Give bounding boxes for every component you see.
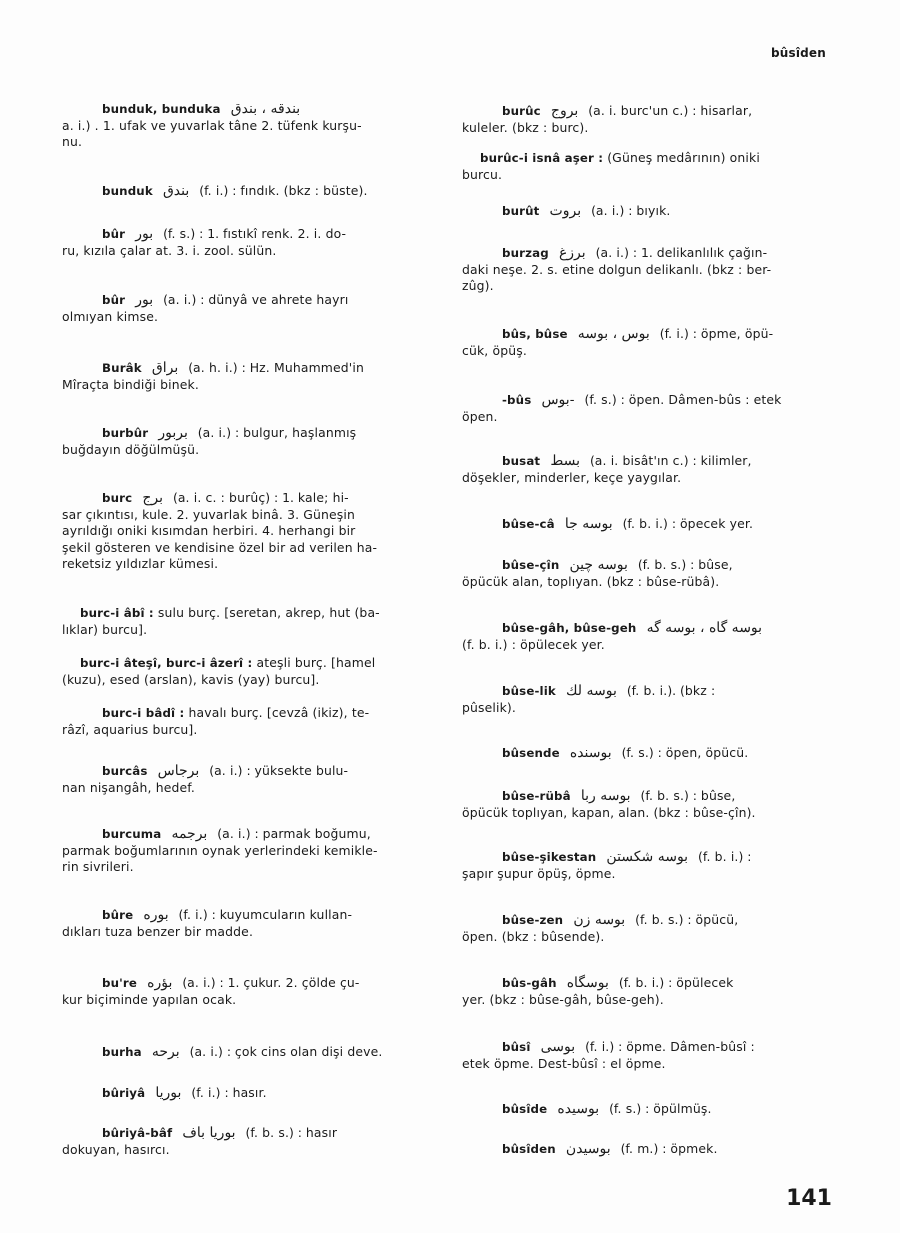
dictionary-entry xyxy=(62,763,440,796)
dictionary-entry xyxy=(62,1044,440,1061)
dictionary-entry xyxy=(62,360,440,393)
definition-continuation: (kuzu), esed (arslan), kavis (yay) burcu]. xyxy=(62,671,320,687)
arabic-script: بوس ، بوسه xyxy=(577,326,650,342)
definition: (a. i. c. : burûç) : 1. kale; hi- xyxy=(172,490,349,505)
entry-first-line xyxy=(62,183,440,200)
dictionary-entry xyxy=(62,226,440,259)
dictionary-entry xyxy=(462,620,842,653)
definition-continuation: öpen. xyxy=(462,408,498,424)
headword: burc xyxy=(102,491,133,505)
dictionary-entry xyxy=(62,655,440,688)
dictionary-entry xyxy=(462,1039,842,1072)
arabic-script: بروت xyxy=(549,203,582,219)
entry-first-line xyxy=(62,907,440,924)
dictionary-entry xyxy=(62,490,440,573)
definition-continuation: öpücük alan, toplıyan. (bkz : bûse-rübâ). xyxy=(462,573,720,589)
definition: (f. i.) : kuyumcuların kullan- xyxy=(178,907,353,922)
definition-continuation: ru, kızıla çalar at. 3. i. zool. sülün. xyxy=(62,242,277,258)
entry-first-line xyxy=(462,1141,842,1158)
headword: bunduk xyxy=(102,184,153,198)
dictionary-entry xyxy=(62,292,440,325)
headword: bûre xyxy=(102,908,134,922)
dictionary-entry xyxy=(462,453,842,486)
dictionary-entry xyxy=(462,203,842,220)
dictionary-entry xyxy=(462,245,842,295)
definition: (a. i.) : bulgur, haşlanmış xyxy=(197,425,357,440)
entry-first-line xyxy=(462,557,842,574)
arabic-script: بسط xyxy=(550,453,580,469)
arabic-script: بوسيده xyxy=(557,1101,600,1117)
definition: (f. b. s.) : hasır xyxy=(245,1125,338,1140)
definition-continuation: Mîraçta bindiği binek. xyxy=(62,376,199,392)
definition-continuation: yer. (bkz : bûse-gâh, bûse-geh). xyxy=(462,991,664,1007)
entry-first-line xyxy=(462,516,842,533)
headword: burûc xyxy=(502,104,541,118)
arabic-script: بوسه زن xyxy=(573,912,626,928)
arabic-script: بروج xyxy=(550,103,579,119)
headword: burc-i âteşî, burc-i âzerî : xyxy=(80,656,253,670)
definition-continuation: parmak boğumlarının oynak yerlerindeki kemikle- rin sivrileri. xyxy=(62,842,378,874)
entry-first-line xyxy=(62,705,440,722)
definition: (f. s.) : öpülmüş. xyxy=(609,1101,712,1116)
definition: (f. b. i.) : xyxy=(698,849,752,864)
dictionary-entry xyxy=(462,849,842,882)
headword: bûsende xyxy=(502,746,560,760)
headword: burc-i bâdî : xyxy=(102,706,185,720)
arabic-script: بوسه جا xyxy=(564,516,613,532)
definition: (f. s.) : öpen, öpücü. xyxy=(621,745,749,760)
headword: bûse-şikestan xyxy=(502,850,597,864)
entry-first-line xyxy=(462,392,842,409)
headword: Burâk xyxy=(102,361,142,375)
arabic-script: بندقه ، بندق xyxy=(230,101,301,117)
definition: ateşli burç. [hamel xyxy=(256,655,376,670)
entry-first-line xyxy=(462,1101,842,1118)
headword: bûriyâ-bâf xyxy=(102,1126,173,1140)
entry-first-line xyxy=(462,620,842,637)
headword: burzag xyxy=(502,246,549,260)
entry-first-line xyxy=(62,101,440,118)
entry-first-line xyxy=(462,245,842,262)
headword: burha xyxy=(102,1045,142,1059)
dictionary-entry xyxy=(62,826,440,876)
definition-continuation: râzî, aquarius burcu]. xyxy=(62,721,198,737)
dictionary-entry xyxy=(462,150,842,183)
definition-continuation: dokuyan, hasırcı. xyxy=(62,1141,170,1157)
definition: (Güneş medârının) oniki xyxy=(607,150,760,165)
definition: havalı burç. [cevzâ (ikiz), te- xyxy=(188,705,370,720)
arabic-script: بوريا xyxy=(155,1085,182,1101)
dictionary-entry xyxy=(462,788,842,821)
entry-first-line xyxy=(62,425,440,442)
definition-continuation: sar çıkıntısı, kule. 2. yuvarlak binâ. 3. Güneşin ayrıldığı oniki kısımdan herbiri. 4. herhangi bir şekil gösteren ve kendisine özel bir ad verilen ha- reketsiz yıldızlar kümesi. xyxy=(62,506,378,571)
dictionary-entry xyxy=(462,912,842,945)
definition: (a. i. burc'un c.) : hisarlar, xyxy=(588,103,753,118)
dictionary-entry xyxy=(62,907,440,940)
headword: burbûr xyxy=(102,426,149,440)
headword: bûse-zen xyxy=(502,913,564,927)
entry-first-line xyxy=(62,1085,440,1102)
arabic-script: بوسيدن xyxy=(565,1141,611,1157)
entry-first-line xyxy=(462,683,842,700)
running-head: bûsîden xyxy=(770,46,826,60)
headword: -bûs xyxy=(502,393,532,407)
entry-first-line xyxy=(462,849,842,866)
headword: bûsîde xyxy=(502,1102,548,1116)
arabic-script: بربور xyxy=(158,425,188,441)
arabic-script: بور xyxy=(135,292,154,308)
definition-continuation: lıklar) burcu]. xyxy=(62,621,148,637)
definition: (f. b. s.) : bûse, xyxy=(640,788,736,803)
definition: (a. i.) : 1. delikanlılık çağın- xyxy=(595,245,768,260)
headword: burcâs xyxy=(102,764,148,778)
entry-first-line xyxy=(462,326,842,343)
arabic-script: بوسه گاه ، بوسه گه xyxy=(646,620,763,636)
entry-first-line xyxy=(62,1044,440,1061)
arabic-script: بندق xyxy=(162,183,190,199)
arabic-script: بوسه لك xyxy=(566,683,617,699)
definition-continuation: döşekler, minderler, keçe yaygılar. xyxy=(462,469,682,485)
headword: bunduk, bunduka xyxy=(102,102,221,116)
headword: bûse-lik xyxy=(502,684,556,698)
dictionary-entry xyxy=(462,326,842,359)
arabic-script: بوسه شكستن xyxy=(606,849,689,865)
headword: bûs, bûse xyxy=(502,327,568,341)
entry-first-line xyxy=(462,103,842,120)
definition-continuation: olmıyan kimse. xyxy=(62,308,159,324)
arabic-script: -بوس xyxy=(541,392,575,408)
dictionary-entry xyxy=(462,745,842,762)
headword: bûse-gâh, bûse-geh xyxy=(502,621,637,635)
entry-first-line xyxy=(462,975,842,992)
arabic-script: بور xyxy=(135,226,154,242)
dictionary-entry xyxy=(62,975,440,1008)
dictionary-entry xyxy=(462,392,842,425)
headword: bûsî xyxy=(502,1040,531,1054)
arabic-script: برج xyxy=(142,490,164,506)
entry-first-line xyxy=(462,150,842,167)
entry-first-line xyxy=(62,763,440,780)
definition: (a. i.) : dünyâ ve ahrete hayrı xyxy=(163,292,349,307)
headword: bûse-rübâ xyxy=(502,789,571,803)
definition: (f. b. i.). (bkz : xyxy=(626,683,716,698)
definition: (a. i.) : yüksekte bulu- xyxy=(209,763,349,778)
arabic-script: بوسنده xyxy=(569,745,612,761)
arabic-script: برجمه xyxy=(171,826,208,842)
dictionary-entry xyxy=(462,683,842,716)
entry-first-line xyxy=(62,826,440,843)
definition: (a. i.) : parmak boğumu, xyxy=(217,826,371,841)
entry-first-line xyxy=(62,360,440,377)
arabic-script: بؤره xyxy=(147,975,173,991)
entry-first-line xyxy=(62,655,440,672)
dictionary-entry xyxy=(462,103,842,136)
entry-first-line xyxy=(462,453,842,470)
entry-first-line xyxy=(62,975,440,992)
dictionary-entry xyxy=(62,705,440,738)
dictionary-entry xyxy=(462,975,842,1008)
arabic-script: بوسى xyxy=(540,1039,576,1055)
definition-continuation: kuleler. (bkz : burc). xyxy=(462,119,589,135)
arabic-script: بوريا باف xyxy=(182,1125,236,1141)
definition-continuation: daki neşe. 2. s. etine dolgun delikanlı. (bkz : ber- zûg). xyxy=(462,261,772,293)
entry-first-line xyxy=(462,1039,842,1056)
entry-first-line xyxy=(62,490,440,507)
entry-first-line xyxy=(462,203,842,220)
entry-first-line xyxy=(62,292,440,309)
definition-continuation: öpücük toplıyan, kapan, alan. (bkz : bûse-çîn). xyxy=(462,804,756,820)
dictionary-entry xyxy=(462,1101,842,1118)
dictionary-entry xyxy=(62,101,440,151)
definition-continuation: pûselik). xyxy=(462,699,516,715)
arabic-script: برحه xyxy=(151,1044,180,1060)
definition-continuation: nan nişangâh, hedef. xyxy=(62,779,195,795)
definition: (f. b. i.) : öpecek yer. xyxy=(622,516,754,531)
headword: bûsîden xyxy=(502,1142,556,1156)
definition-continuation: şapır şupur öpüş, öpme. xyxy=(462,865,616,881)
headword: bûs-gâh xyxy=(502,976,557,990)
definition-continuation: buğdayın döğülmüşü. xyxy=(62,441,200,457)
dictionary-entry xyxy=(462,516,842,533)
headword: bûse-çîn xyxy=(502,558,560,572)
headword: burc-i âbî : xyxy=(80,606,154,620)
arabic-script: بوره xyxy=(143,907,169,923)
arabic-script: برزغ xyxy=(558,245,586,261)
definition-continuation: (f. b. i.) : öpülecek yer. xyxy=(462,636,605,652)
arabic-script: بوسه چين xyxy=(569,557,628,573)
entry-first-line xyxy=(462,788,842,805)
headword: burcuma xyxy=(102,827,162,841)
dictionary-entry xyxy=(62,183,440,200)
headword: bu're xyxy=(102,976,138,990)
headword: bûriyâ xyxy=(102,1086,146,1100)
page-number: 141 xyxy=(786,1186,832,1211)
dictionary-entry xyxy=(462,557,842,590)
definition: (f. b. i.) : öpülecek xyxy=(618,975,734,990)
definition: (a. i. bisât'ın c.) : kilimler, xyxy=(589,453,752,468)
dictionary-entry xyxy=(62,1125,440,1158)
headword: bûr xyxy=(102,293,126,307)
definition: (f. i.) : hasır. xyxy=(191,1085,267,1100)
definition: (a. i.) : bıyık. xyxy=(591,203,671,218)
entry-first-line xyxy=(62,1125,440,1142)
entry-first-line xyxy=(462,912,842,929)
definition-continuation: cük, öpüş. xyxy=(462,342,527,358)
definition: (f. b. s.) : bûse, xyxy=(637,557,733,572)
definition-continuation: öpen. (bkz : bûsende). xyxy=(462,928,605,944)
definition: (f. b. s.) : öpücü, xyxy=(635,912,739,927)
headword: burût xyxy=(502,204,540,218)
definition: (f. i.) : fındık. (bkz : büste). xyxy=(199,183,368,198)
definition-continuation: burcu. xyxy=(462,166,503,182)
arabic-script: براق xyxy=(151,360,179,376)
definition: (a. h. i.) : Hz. Muhammed'in xyxy=(188,360,364,375)
definition: (f. i.) : öpme, öpü- xyxy=(659,326,774,341)
dictionary-entry xyxy=(62,425,440,458)
definition: (f. i.) : öpme. Dâmen-bûsî : xyxy=(585,1039,755,1054)
definition-continuation: etek öpme. Dest-bûsî : el öpme. xyxy=(462,1055,666,1071)
definition: (a. i.) : 1. çukur. 2. çölde çu- xyxy=(182,975,360,990)
definition: (f. s.) : öpen. Dâmen-bûs : etek xyxy=(584,392,782,407)
dictionary-entry xyxy=(462,1141,842,1158)
dictionary-entry xyxy=(62,605,440,638)
definition-continuation: kur biçiminde yapılan ocak. xyxy=(62,991,237,1007)
arabic-script: برجاس xyxy=(157,763,200,779)
entry-first-line xyxy=(62,605,440,622)
entry-first-line xyxy=(62,226,440,243)
definition: (f. s.) : 1. fıstıkî renk. 2. i. do- xyxy=(163,226,347,241)
definition: (a. i.) : çok cins olan dişi deve. xyxy=(189,1044,383,1059)
headword: bûr xyxy=(102,227,126,241)
headword: busat xyxy=(502,454,541,468)
definition-continuation: dıkları tuza benzer bir madde. xyxy=(62,923,254,939)
headword: burûc-i isnâ aşer : xyxy=(480,151,604,165)
entry-first-line xyxy=(462,745,842,762)
definition: (f. m.) : öpmek. xyxy=(620,1141,718,1156)
arabic-script: بوسگاه xyxy=(566,975,609,991)
arabic-script: بوسه ربا xyxy=(580,788,631,804)
headword: bûse-câ xyxy=(502,517,555,531)
definition: sulu burç. [seretan, akrep, hut (ba- xyxy=(157,605,380,620)
definition-continuation: a. i.) . 1. ufak ve yuvarlak tâne 2. tüfenk kurşu- nu. xyxy=(62,117,362,149)
dictionary-entry xyxy=(62,1085,440,1102)
